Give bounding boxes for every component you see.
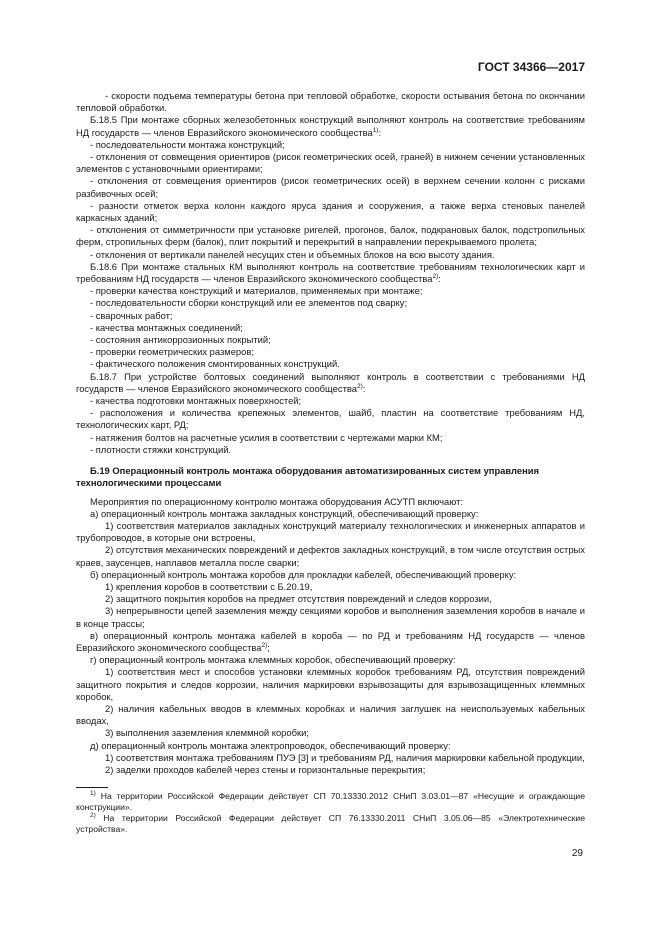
paragraph [76,520,585,544]
paragraph [76,285,585,297]
document-header: ГОСТ 34366—2017 [477,60,585,74]
paragraph [76,395,585,407]
paragraph [76,496,585,508]
paragraph [76,740,585,752]
paragraph-text: б) операционный контроль монтажа коробов для прокладки кабелей, обеспечивающий проверку: [90,568,517,580]
paragraph-text: - отклонения от совмещения ориентиров (рисок геометрических осей, граней) в нижнем сечении установленных элементов с установочными ориентирами; [76,151,585,175]
footnote [76,813,585,835]
paragraph [76,358,585,370]
paragraph-text: Мероприятия по операционному контролю монтажа оборудования АСУТП включают: [90,495,463,507]
footnote-divider [76,787,108,788]
paragraph-text: 1) соответствия мест и способов установки клеммных коробок требованиям РД, отсутствия повреждений защитного покрытия и следов коррозии, наличия маркировки взрывозащиты для взрывозащищенных клеммных коробок, [76,666,585,702]
paragraph [76,654,585,666]
footnote-text: На территории Российской Федерации действует СП 70.13330.2012 СНиП 3.03.01—87 «Несущие и ограждающие конструкции». [76,791,585,812]
paragraph-text: 2) защитного покрытия коробов на предмет отсутствия повреждений и следов коррозии, [105,593,492,605]
footnote-ref: 1) [372,126,379,134]
paragraph-text: - натяжения болтов на расчетные усилия в соответствии с чертежами марки КМ; [90,431,443,443]
paragraph [76,666,585,703]
paragraph [76,727,585,739]
paragraph [76,346,585,358]
paragraph-punct: : [362,382,366,394]
footnote-ref: 2) [356,382,363,390]
paragraph [76,764,585,776]
paragraph-text: д) операционный контроль монтажа электропроводок, обеспечивающий проверку: [90,739,451,751]
paragraph [76,90,585,114]
paragraph-text: - состояния антикоррозионных покрытий; [90,334,271,346]
paragraph [76,322,585,334]
paragraph [76,508,585,520]
paragraph [76,200,585,224]
paragraph-text: - отклонения от вертикали панелей несущих стен и объемных блоков на всю высоту здания. [90,248,495,260]
footnote-ref: 2) [432,273,439,281]
paragraph-text: г) операционный контроль монтажа клеммных коробок, обеспечивающий проверку: [90,654,456,666]
paragraph-punct: : [438,273,441,285]
paragraph-text: - сварочных работ; [90,309,173,321]
paragraph [76,544,585,568]
paragraph [76,752,585,764]
paragraph-text: - отклонения от симметричности при установке ригелей, прогонов, балок, подкрановых балок, подстропильных ферм, стропильных ферм (балок), плит покрытий и перекрытий в направлении перекрываемого пролета; [76,224,585,248]
paragraph-punct: ; [267,641,270,653]
paragraph [76,139,585,151]
paragraph [76,224,585,248]
section-title [76,465,585,489]
paragraph [76,297,585,309]
footnote-marker: 1) [90,790,96,797]
paragraph-text: 2) заделки проходов кабелей через стены и горизонтальные перекрытия; [105,763,426,775]
footnote-text: На территории Российской Федерации действует СП 76.13330.2011 СНиП 3.05.06—85 «Электротехнические устройства». [76,813,585,834]
footnote [76,791,585,813]
paragraph [76,114,585,138]
footnote-marker: 2) [90,812,96,819]
paragraph-text: - качества монтажных соединений; [90,321,243,333]
paragraph [76,444,585,456]
paragraph [76,605,585,629]
paragraph-text: 1) соответствия материалов закладных конструкций материалу технологических и инженерных аппаратов и трубопроводов, в которые они встроены, [76,519,585,544]
paragraph [76,261,585,285]
paragraph [76,175,585,199]
paragraph [76,703,585,727]
body-text [76,90,585,776]
footnote-ref: 2) [261,641,268,649]
paragraph [76,310,585,322]
paragraph-text: в) операционный контроль монтажа кабелей в короба — по РД и требованиям НД государств — членов Евразийского экономического сообщества [76,629,585,653]
paragraph-text: 1) крепления коробов в соответствии с Б.20.19, [105,580,313,592]
paragraph-punct: : [378,126,382,138]
paragraph-text: Б.18.6 При монтаже стальных КМ выполняют контроль на соответствие требованиям технологических карт и требованиям НД государств — членов Евразийского экономического сообщества [76,260,585,285]
paragraph-text: - фактического положения смонтированных конструкций. [90,358,340,370]
page-number: 29 [571,848,583,859]
footnotes [76,791,585,835]
paragraph-text: а) операционный контроль монтажа закладных конструкций, обеспечивающий проверку: [90,507,479,519]
paragraph [76,371,585,395]
paragraph [76,432,585,444]
paragraph [76,569,585,581]
paragraph-text: Б.19 Операционный контроль монтажа оборудования автоматизированных систем управления технологическими процессами [76,465,539,489]
paragraph-text: - разности отметок верха колонн каждого яруса здания и сооружения, а также верха стеновых панелей каркасных зданий; [76,199,585,224]
paragraph-text: 3) непрерывности цепей заземления между секциями коробов и выполнения заземления коробов в начале и в конце трассы; [76,605,585,629]
paragraph [76,630,585,654]
paragraph [76,151,585,175]
paragraph-text: - качества подготовки монтажных поверхностей; [90,395,302,407]
paragraph-text: 1) соответствия монтажа требованиям ПУЭ [3] и требованиям РД, наличия маркировки кабельной продукции, [105,751,585,763]
paragraph-text: 3) выполнения заземления клеммной коробки; [105,727,309,739]
paragraph-text: - отклонения от совмещения ориентиров (рисок геометрических осей) в верхнем сечении колонн с рисками разбивочных осей; [76,175,585,199]
paragraph-text: - последовательности монтажа конструкций; [90,138,285,150]
paragraph [76,334,585,346]
paragraph-text: - проверки качества конструкций и материалов, применяемых при монтаже; [90,285,423,297]
paragraph [76,581,585,593]
paragraph [76,249,585,261]
paragraph-text: - скорости подъема температуры бетона при тепловой обработке, скорости остывания бетона по окончании тепловой обработки. [76,90,585,114]
paragraph [76,407,585,431]
paragraph-text: - плотности стяжки конструкций. [90,443,232,455]
paragraph-text: 2) отсутствия механических повреждений и дефектов закладных конструкций, в том числе отсутствия острых краев, заусенцев, наплавов металла после сварки; [76,544,585,568]
paragraph-text: - расположения и количества крепежных элементов, шайб, пластин на соответствие требованиям НД, технологических карт, РД; [76,407,585,431]
paragraph-text: Б.18.7 При устройстве болтовых соединений выполняют контроль в соответствии с требованиями НД государств — членов Евразийского экономического сообщества [76,370,585,394]
paragraph [76,593,585,605]
paragraph-text: 2) наличия кабельных вводов в клеммных коробках и наличия заглушек на неиспользуемых кабельных вводах, [76,702,585,727]
paragraph-text: Б.18.5 При монтаже сборных железобетонных конструкций выполняют контроль на соответствие требованиям НД государств — членов Евразийского экономического сообщества [76,114,585,138]
paragraph-text: - последовательности сборки конструкций или ее элементов под сварку; [90,297,408,309]
paragraph-text: - проверки геометрических размеров; [90,346,254,358]
